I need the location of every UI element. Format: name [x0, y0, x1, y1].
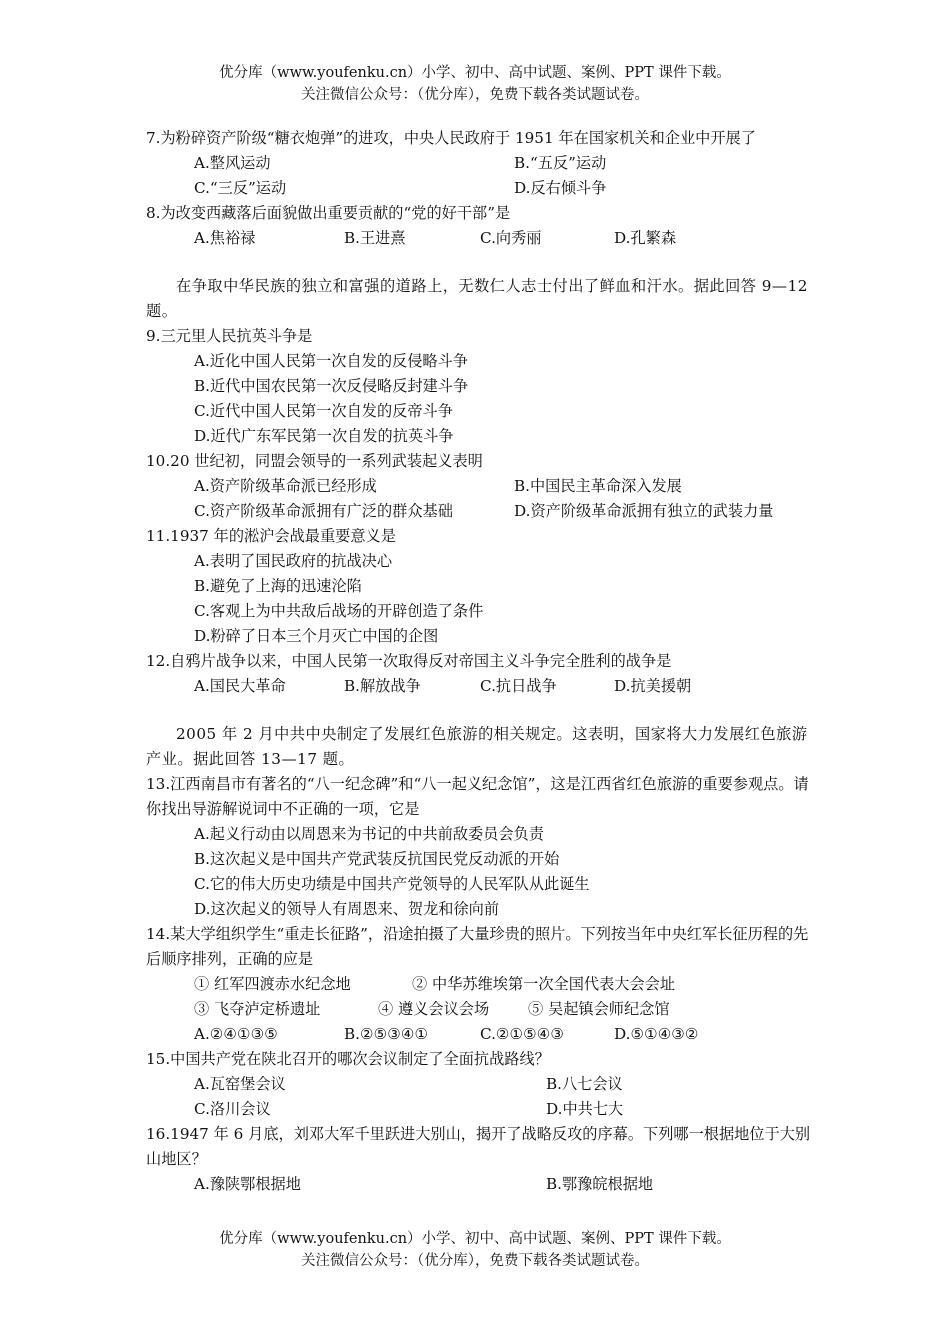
q11-option-d: D.粉碎了日本三个月灭亡中国的企图: [194, 627, 439, 645]
q16-option-b: B.鄂豫皖根据地: [546, 1175, 654, 1193]
q14-option-d: D.⑤①④③②: [614, 1025, 699, 1043]
q14-item-1: ① 红军四渡赤水纪念地: [194, 975, 351, 993]
q12-stem: 12.自鸦片战争以来，中国人民第一次取得反对帝国主义斗争完全胜利的战争是: [146, 652, 672, 670]
q11-stem: 11.1937 年的淞沪会战最重要意义是: [146, 527, 396, 545]
q7-stem: 7.为粉碎资产阶级“糖衣炮弹”的进攻，中央人民政府于 1951 年在国家机关和企业中开展了: [146, 129, 756, 147]
q14-stem: 14.某大学组织学生“重走长征路”，沿途拍摄了大量珍贵的照片。下列按当年中央红军长征历程的先后顺序排列，正确的应是: [146, 925, 809, 968]
q8-option-b: B.王进熹: [344, 229, 406, 247]
q8-options-row: [146, 226, 811, 251]
q13-stem: 13.江西南昌市有著名的“八一纪念碑”和“八一起义纪念馆”，这是江西省红色旅游的重要参观点。请你找出导游解说词中不正确的一项，它是: [146, 775, 809, 818]
q14-items-row-2: [146, 997, 811, 1022]
header-line-2: 关注微信公众号：（优分库），免费下载各类试题试卷。: [301, 87, 649, 103]
q16-option-a: A.豫陕鄂根据地: [194, 1175, 301, 1193]
q10-option-b: B.中国民主革命深入发展: [514, 477, 682, 495]
q14-option-c: C.②①⑤④③: [480, 1025, 564, 1043]
q9-option-d: D.近代广东军民第一次自发的抗英斗争: [194, 427, 454, 445]
q10-options-row-2: [146, 499, 811, 524]
q12-option-c: C.抗日战争: [480, 677, 557, 695]
q9-option-b: B.近代中国农民第一次反侵略反封建斗争: [194, 377, 469, 395]
q13-option-c: C.它的伟大历史功绩是中国共产党领导的人民军队从此诞生: [194, 875, 590, 893]
q14-item-3: ③ 飞夺泸定桥遗址: [194, 1000, 321, 1018]
q7-option-c: C.“三反”运动: [194, 179, 287, 197]
q8-stem: 8.为改变西藏落后面貌做出重要贡献的“党的好干部”是: [146, 204, 511, 222]
q12-options-row: [146, 674, 811, 699]
q10-options-row-1: [146, 474, 811, 499]
q7-option-d: D.反右倾斗争: [514, 179, 607, 197]
q9-option-a: A.近化中国人民第一次自发的反侵略斗争: [194, 352, 468, 370]
q12-option-b: B.解放战争: [344, 677, 421, 695]
q16-options-row-1: [146, 1172, 811, 1197]
q15-options-row-1: [146, 1072, 811, 1097]
q13-option-b: B.这次起义是中国共产党武装反抗国民党反动派的开始: [194, 850, 560, 868]
q14-option-b: B.②⑤③④①: [344, 1025, 429, 1043]
q14-item-2: ② 中华苏维埃第一次全国代表大会会址: [412, 975, 676, 993]
q15-option-d: D.中共七大: [546, 1100, 624, 1118]
q15-stem: 15.中国共产党在陕北召开的哪次会议制定了全面抗战路线？: [146, 1050, 550, 1068]
q7-option-a: A.整风运动: [194, 154, 271, 172]
q12-option-a: A.国民大革命: [194, 677, 286, 695]
q16-stem: 16.1947 年 6 月底，刘邓大军千里跃进大别山，揭开了战略反攻的序幕。下列哪一根据地位于大别山地区？: [146, 1125, 811, 1168]
q14-option-a: A.②④①③⑤: [194, 1025, 278, 1043]
q8-option-a: A.焦裕禄: [194, 229, 256, 247]
q13-option-d: D.这次起义的领导人有周恩来、贺龙和徐向前: [194, 900, 500, 918]
q8-option-c: C.向秀丽: [480, 229, 542, 247]
q14-options-row: [146, 1022, 811, 1047]
q15-option-c: C.洛川会议: [194, 1100, 271, 1118]
section-intro-9-12: 在争取中华民族的独立和富强的道路上，无数仁人志士付出了鲜血和汗水。据此回答 9—12 题。: [146, 277, 808, 320]
q10-option-a: A.资产阶级革命派已经形成: [194, 477, 377, 495]
q9-stem: 9.三元里人民抗英斗争是: [146, 327, 313, 345]
q7-option-b: B.“五反”运动: [514, 154, 607, 172]
q7-options-row-1: [146, 151, 811, 176]
q14-items-row-1: [146, 972, 811, 997]
q11-option-a: A.表明了国民政府的抗战决心: [194, 552, 393, 570]
q15-option-a: A.瓦窑堡会议: [194, 1075, 286, 1093]
footer-line-2: 关注微信公众号：（优分库），免费下载各类试题试卷。: [301, 1253, 649, 1269]
page-header: [0, 62, 950, 106]
page-footer: [0, 1228, 950, 1272]
q11-option-b: B.避免了上海的迅速沦陷: [194, 577, 362, 595]
question-content: [146, 126, 811, 1197]
q8-option-d: D.孔繁森: [614, 229, 677, 247]
q10-stem: 10.20 世纪初，同盟会领导的一系列武装起义表明: [146, 452, 483, 470]
section-intro-13-17: 2005 年 2 月中共中央制定了发展红色旅游的相关规定。这表明，国家将大力发展红色旅游产业。据此回答 13—17 题。: [146, 725, 808, 768]
q14-item-5: ⑤ 吴起镇会师纪念馆: [528, 1000, 670, 1018]
q12-option-d: D.抗美援朝: [614, 677, 692, 695]
q14-item-4: ④ 遵义会议会场: [378, 1000, 490, 1018]
q13-option-a: A.起义行动由以周恩来为书记的中共前敌委员会负责: [194, 825, 544, 843]
q9-option-c: C.近代中国人民第一次自发的反帝斗争: [194, 402, 453, 420]
q11-option-c: C.客观上为中共敌后战场的开辟创造了条件: [194, 602, 484, 620]
q10-option-c: C.资产阶级革命派拥有广泛的群众基础: [194, 502, 453, 520]
header-line-1: 优分库（www.youfenku.cn）小学、初中、高中试题、案例、PPT 课件下载。: [219, 65, 731, 81]
q7-options-row-2: [146, 176, 811, 201]
footer-line-1: 优分库（www.youfenku.cn）小学、初中、高中试题、案例、PPT 课件下载。: [219, 1231, 731, 1247]
q10-option-d: D.资产阶级革命派拥有独立的武装力量: [514, 502, 774, 520]
q15-option-b: B.八七会议: [546, 1075, 623, 1093]
q15-options-row-2: [146, 1097, 811, 1122]
